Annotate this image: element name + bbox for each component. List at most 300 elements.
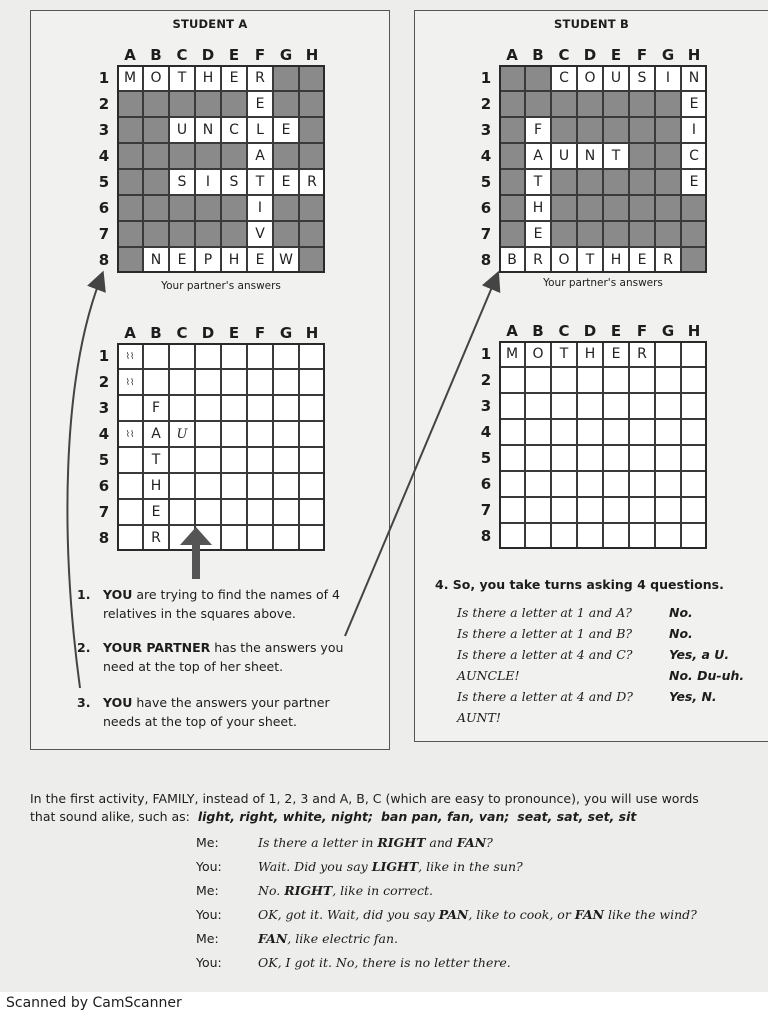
b-top-cell <box>499 169 525 195</box>
b-bottom-cell <box>681 471 707 497</box>
instruction-3: 3. YOU have the answers your partner needs at the top of your sheet. <box>77 695 330 729</box>
b-bottom-cell: E <box>603 341 629 367</box>
b-top-row-label-3: 3 <box>480 121 492 139</box>
b-top-cell <box>499 195 525 221</box>
a-bottom-cell <box>247 421 273 447</box>
a-bottom-cell <box>221 525 247 551</box>
a-bottom-cell <box>169 369 195 395</box>
a-bottom-cell <box>273 499 299 525</box>
student-b-title: STUDENT B <box>554 17 629 31</box>
b-top-cell <box>603 117 629 143</box>
b-bottom-cell <box>603 445 629 471</box>
a-top-cell: P <box>195 247 221 273</box>
a-top-cell: H <box>195 65 221 91</box>
b-bottom-cell <box>681 367 707 393</box>
scanner-footer: Scanned by CamScanner <box>0 992 768 1024</box>
b-bottom-row-label-8: 8 <box>480 527 492 545</box>
a-top-cell: M <box>117 65 143 91</box>
a-bottom-cell <box>221 499 247 525</box>
b-bottom-cell <box>655 523 681 549</box>
b-top-cell: N <box>577 143 603 169</box>
student-a-answer-caption: Your partner's answers <box>161 280 281 292</box>
b-bottom-col-label-g: G <box>661 322 675 340</box>
b-top-cell <box>655 169 681 195</box>
b-top-cell <box>681 195 707 221</box>
a-bottom-cell <box>247 525 273 551</box>
a-bottom-col-label-g: G <box>279 324 293 342</box>
qa-question: Is there a letter at 4 and D? <box>457 689 633 704</box>
b-bottom-cell <box>603 523 629 549</box>
b-top-cell <box>499 143 525 169</box>
a-bottom-row-label-8: 8 <box>98 529 110 547</box>
b-top-cell: T <box>525 169 551 195</box>
a-top-cell <box>143 143 169 169</box>
b-bottom-cell <box>577 393 603 419</box>
b-top-row-label-1: 1 <box>480 69 492 87</box>
a-bottom-cell <box>299 447 325 473</box>
a-top-cell: E <box>247 247 273 273</box>
a-bottom-cell <box>221 473 247 499</box>
a-top-row-label-4: 4 <box>98 147 110 165</box>
dialogue-line: Wait. Did you say LIGHT, like in the sun? <box>258 859 523 874</box>
a-top-cell <box>273 91 299 117</box>
b-top-cell <box>551 221 577 247</box>
qa-answer: Yes, N. <box>669 689 717 704</box>
a-top-cell: I <box>247 195 273 221</box>
a-bottom-cell <box>117 473 143 499</box>
a-bottom-col-label-a: A <box>124 324 136 342</box>
b-bottom-cell <box>629 419 655 445</box>
a-top-cell <box>117 169 143 195</box>
dialogue-line: FAN, like electric fan. <box>258 931 399 946</box>
b-bottom-cell <box>629 471 655 497</box>
b-top-cell: B <box>499 247 525 273</box>
a-top-cell: R <box>299 169 325 195</box>
a-top-cell <box>117 143 143 169</box>
a-bottom-cell <box>273 525 299 551</box>
a-bottom-cell <box>195 395 221 421</box>
a-top-cell <box>143 169 169 195</box>
a-top-cell: U <box>169 117 195 143</box>
b-top-cell <box>551 169 577 195</box>
b-bottom-col-label-f: F <box>636 322 648 340</box>
b-bottom-row-label-4: 4 <box>480 423 492 441</box>
a-top-col-label-f: F <box>254 46 266 64</box>
b-top-cell <box>577 221 603 247</box>
b-top-cell <box>499 91 525 117</box>
a-top-cell: O <box>143 65 169 91</box>
a-bottom-cell <box>299 343 325 369</box>
a-bottom-cell <box>221 343 247 369</box>
b-top-cell: O <box>551 247 577 273</box>
a-top-cell: N <box>143 247 169 273</box>
b-bottom-cell <box>681 341 707 367</box>
b-bottom-cell <box>681 445 707 471</box>
student-b-panel <box>414 10 768 742</box>
a-top-cell <box>273 65 299 91</box>
a-top-col-label-d: D <box>201 46 215 64</box>
a-top-cell: V <box>247 221 273 247</box>
a-top-cell <box>221 143 247 169</box>
instruction-2: 2. YOUR PARTNER has the answers you need at the top of her sheet. <box>77 640 344 674</box>
a-bottom-cell <box>299 525 325 551</box>
b-bottom-col-label-a: A <box>506 322 518 340</box>
a-top-cell: I <box>195 169 221 195</box>
a-top-cell: E <box>247 91 273 117</box>
a-top-cell <box>143 91 169 117</box>
b-top-cell: I <box>655 65 681 91</box>
b-bottom-cell <box>577 445 603 471</box>
b-top-cell: H <box>603 247 629 273</box>
a-bottom-cell <box>273 369 299 395</box>
b-bottom-cell <box>525 393 551 419</box>
b-bottom-cell <box>499 367 525 393</box>
a-top-cell <box>299 117 325 143</box>
a-bottom-col-label-f: F <box>254 324 266 342</box>
b-bottom-cell <box>603 471 629 497</box>
a-bottom-cell <box>221 447 247 473</box>
b-bottom-cell <box>629 445 655 471</box>
a-top-cell: E <box>273 169 299 195</box>
dialogue-line: Is there a letter in RIGHT and FAN? <box>258 835 493 850</box>
b-top-col-label-f: F <box>636 46 648 64</box>
a-top-cell <box>221 91 247 117</box>
b-bottom-cell <box>551 445 577 471</box>
a-bottom-cell <box>169 395 195 421</box>
b-bottom-cell <box>499 445 525 471</box>
a-top-cell: T <box>247 169 273 195</box>
step-4-text: 4. So, you take turns asking 4 questions. <box>435 577 724 592</box>
a-bottom-cell <box>195 343 221 369</box>
a-top-cell <box>299 65 325 91</box>
b-top-cell <box>525 65 551 91</box>
a-bottom-cell <box>195 499 221 525</box>
b-bottom-cell <box>681 393 707 419</box>
b-top-cell: O <box>577 65 603 91</box>
b-bottom-cell <box>629 367 655 393</box>
dialogue-row <box>196 835 493 850</box>
b-bottom-cell <box>681 497 707 523</box>
a-bottom-cell <box>195 447 221 473</box>
a-top-cell: C <box>221 117 247 143</box>
arrow-up-icon <box>180 527 212 545</box>
b-top-cell <box>551 195 577 221</box>
b-bottom-cell <box>603 393 629 419</box>
bottom-paragraph: In the first activity, FAMILY, instead of 1, 2, 3 and A, B, C (which are easy to pronounce), you will use words that sound alike, such as: light, right, white, night; ban pan, fan, van; seat, sat, set, sit <box>30 791 699 824</box>
a-top-cell <box>169 143 195 169</box>
a-bottom-cell <box>195 473 221 499</box>
a-top-cell <box>195 195 221 221</box>
a-bottom-cell <box>221 369 247 395</box>
a-bottom-cell <box>299 395 325 421</box>
b-top-cell <box>603 169 629 195</box>
a-bottom-row-label-6: 6 <box>98 477 110 495</box>
a-bottom-cell <box>221 395 247 421</box>
a-bottom-cell <box>221 421 247 447</box>
a-top-cell <box>195 221 221 247</box>
a-top-cell: E <box>221 65 247 91</box>
b-bottom-cell <box>577 367 603 393</box>
b-top-col-label-g: G <box>661 46 675 64</box>
b-top-cell <box>655 117 681 143</box>
qa-question: Is there a letter at 1 and A? <box>457 605 632 620</box>
a-top-cell: E <box>273 117 299 143</box>
b-top-cell <box>603 221 629 247</box>
dialogue-row <box>196 907 697 922</box>
b-top-cell <box>577 91 603 117</box>
b-top-cell <box>629 117 655 143</box>
b-top-cell: H <box>525 195 551 221</box>
b-top-cell: R <box>525 247 551 273</box>
b-top-cell: U <box>603 65 629 91</box>
b-top-col-label-e: E <box>610 46 622 64</box>
a-bottom-col-label-b: B <box>150 324 162 342</box>
a-top-cell: T <box>169 65 195 91</box>
a-bottom-cell <box>273 447 299 473</box>
b-top-row-label-4: 4 <box>480 147 492 165</box>
dialogue-line: OK, I got it. No, there is no letter there. <box>258 955 511 970</box>
b-top-cell: A <box>525 143 551 169</box>
b-bottom-cell <box>603 497 629 523</box>
b-bottom-cell <box>551 393 577 419</box>
b-top-cell <box>629 91 655 117</box>
a-bottom-cell: H <box>143 473 169 499</box>
b-bottom-col-label-c: C <box>558 322 570 340</box>
instruction-1: 1. YOU are trying to find the names of 4 relatives in the squares above. <box>77 587 340 621</box>
b-bottom-cell: O <box>525 341 551 367</box>
b-top-cell <box>551 91 577 117</box>
a-top-cell <box>299 247 325 273</box>
b-bottom-cell <box>525 523 551 549</box>
b-bottom-row-label-5: 5 <box>480 449 492 467</box>
a-bottom-cell <box>273 473 299 499</box>
a-top-col-label-e: E <box>228 46 240 64</box>
b-top-cell <box>577 195 603 221</box>
a-bottom-cell <box>299 369 325 395</box>
a-top-cell <box>169 195 195 221</box>
a-bottom-cell <box>143 369 169 395</box>
a-top-cell: R <box>247 65 273 91</box>
b-top-cell <box>681 247 707 273</box>
a-top-cell <box>169 91 195 117</box>
a-bottom-col-label-e: E <box>228 324 240 342</box>
b-bottom-cell <box>655 367 681 393</box>
b-bottom-cell <box>655 419 681 445</box>
a-bottom-cell <box>247 395 273 421</box>
a-bottom-cell <box>169 343 195 369</box>
dialogue-speaker: You: <box>196 955 222 970</box>
b-bottom-cell <box>551 419 577 445</box>
b-bottom-cell <box>629 497 655 523</box>
b-bottom-cell <box>551 367 577 393</box>
a-bottom-cell <box>195 421 221 447</box>
b-bottom-cell <box>655 445 681 471</box>
b-bottom-cell <box>655 471 681 497</box>
a-bottom-row-label-7: 7 <box>98 503 110 521</box>
a-top-cell <box>117 221 143 247</box>
a-bottom-cell <box>143 343 169 369</box>
b-bottom-col-label-b: B <box>532 322 544 340</box>
b-top-cell <box>629 195 655 221</box>
b-top-cell: F <box>525 117 551 143</box>
b-bottom-cell <box>681 523 707 549</box>
b-top-row-label-2: 2 <box>480 95 492 113</box>
a-top-cell <box>299 221 325 247</box>
b-bottom-cell <box>577 471 603 497</box>
a-top-cell: S <box>221 169 247 195</box>
a-bottom-cell <box>299 473 325 499</box>
arrow-stem <box>192 544 200 579</box>
a-bottom-cell <box>169 447 195 473</box>
a-top-row-label-8: 8 <box>98 251 110 269</box>
a-bottom-cell <box>299 421 325 447</box>
b-bottom-row-label-2: 2 <box>480 371 492 389</box>
b-top-cell: E <box>681 169 707 195</box>
dialogue-line: No. RIGHT, like in correct. <box>258 883 434 898</box>
b-bottom-cell <box>499 419 525 445</box>
a-top-cell <box>299 91 325 117</box>
b-bottom-cell <box>525 497 551 523</box>
b-bottom-row-label-1: 1 <box>480 345 492 363</box>
qa-answer: Yes, a U. <box>669 647 730 662</box>
b-bottom-cell <box>499 497 525 523</box>
b-bottom-cell <box>603 367 629 393</box>
a-bottom-scribble: ⌇⌇ <box>117 343 143 369</box>
b-top-cell <box>681 221 707 247</box>
a-top-cell: L <box>247 117 273 143</box>
a-bottom-scribble: ⌇⌇ <box>117 369 143 395</box>
b-top-cell: E <box>629 247 655 273</box>
a-top-cell <box>221 195 247 221</box>
b-bottom-cell <box>629 393 655 419</box>
a-bottom-cell <box>117 499 143 525</box>
b-top-cell: E <box>681 91 707 117</box>
qa-answer: No. <box>669 605 693 620</box>
b-top-cell <box>629 169 655 195</box>
b-bottom-cell <box>525 419 551 445</box>
a-bottom-cell <box>117 447 143 473</box>
b-bottom-cell <box>577 523 603 549</box>
dialogue-row <box>196 883 433 898</box>
a-top-cell <box>273 221 299 247</box>
b-top-cell: N <box>681 65 707 91</box>
b-top-cell <box>655 91 681 117</box>
dialogue-speaker: Me: <box>196 883 219 898</box>
b-top-col-label-h: H <box>687 46 701 64</box>
student-a-title: STUDENT A <box>172 17 248 31</box>
a-bottom-cell <box>299 499 325 525</box>
b-bottom-cell <box>577 497 603 523</box>
b-bottom-row-label-3: 3 <box>480 397 492 415</box>
a-top-cell <box>143 221 169 247</box>
b-top-cell: T <box>603 143 629 169</box>
a-bottom-cell: R <box>143 525 169 551</box>
qa-answer: No. Du-uh. <box>669 668 745 683</box>
b-top-cell <box>629 143 655 169</box>
b-top-col-label-c: C <box>558 46 570 64</box>
b-bottom-cell: R <box>629 341 655 367</box>
b-top-cell <box>603 195 629 221</box>
a-bottom-cell <box>273 395 299 421</box>
a-bottom-row-label-3: 3 <box>98 399 110 417</box>
a-bottom-cell <box>247 499 273 525</box>
student-b-answer-caption: Your partner's answers <box>543 277 663 289</box>
b-top-row-label-8: 8 <box>480 251 492 269</box>
student-a-panel <box>30 10 390 750</box>
b-top-cell: C <box>681 143 707 169</box>
b-top-cell <box>655 143 681 169</box>
a-top-cell <box>117 195 143 221</box>
a-bottom-cell <box>195 369 221 395</box>
b-top-cell: E <box>525 221 551 247</box>
a-bottom-cell <box>247 473 273 499</box>
a-bottom-cell <box>247 447 273 473</box>
b-top-cell: S <box>629 65 655 91</box>
a-top-cell <box>299 143 325 169</box>
a-bottom-col-label-h: H <box>305 324 319 342</box>
a-top-row-label-2: 2 <box>98 95 110 113</box>
a-bottom-col-label-c: C <box>176 324 188 342</box>
a-bottom-cell <box>117 525 143 551</box>
a-bottom-cell <box>273 421 299 447</box>
b-top-cell: U <box>551 143 577 169</box>
a-top-row-label-7: 7 <box>98 225 110 243</box>
a-bottom-row-label-5: 5 <box>98 451 110 469</box>
dialogue-row <box>196 931 398 946</box>
a-bottom-cell <box>273 343 299 369</box>
b-top-col-label-b: B <box>532 46 544 64</box>
b-top-cell <box>577 169 603 195</box>
dialogue-line: OK, got it. Wait, did you say PAN, like to cook, or FAN like the wind? <box>258 907 697 922</box>
qa-answer: No. <box>669 626 693 641</box>
b-top-cell <box>499 117 525 143</box>
a-bottom-cell <box>247 343 273 369</box>
a-top-cell <box>117 91 143 117</box>
b-bottom-col-label-h: H <box>687 322 701 340</box>
a-bottom-cell <box>247 369 273 395</box>
a-top-cell <box>299 195 325 221</box>
a-top-row-label-3: 3 <box>98 121 110 139</box>
b-top-row-label-6: 6 <box>480 199 492 217</box>
b-bottom-row-label-7: 7 <box>480 501 492 519</box>
b-top-row-label-5: 5 <box>480 173 492 191</box>
a-top-row-label-6: 6 <box>98 199 110 217</box>
b-top-cell: I <box>681 117 707 143</box>
b-bottom-cell <box>525 445 551 471</box>
b-top-cell <box>499 65 525 91</box>
a-bottom-col-label-d: D <box>201 324 215 342</box>
a-top-cell: W <box>273 247 299 273</box>
b-top-cell <box>551 117 577 143</box>
qa-question: Is there a letter at 1 and B? <box>457 626 633 641</box>
b-bottom-cell <box>655 497 681 523</box>
a-top-cell <box>169 221 195 247</box>
b-bottom-cell <box>499 523 525 549</box>
dialogue-speaker: Me: <box>196 835 219 850</box>
b-top-col-label-d: D <box>583 46 597 64</box>
a-bottom-cell <box>169 499 195 525</box>
a-top-cell <box>143 195 169 221</box>
b-top-cell <box>655 195 681 221</box>
b-bottom-cell <box>681 419 707 445</box>
a-top-col-label-c: C <box>176 46 188 64</box>
b-top-cell: R <box>655 247 681 273</box>
a-top-cell <box>195 143 221 169</box>
dialogue-row <box>196 859 523 874</box>
a-top-cell <box>273 195 299 221</box>
a-top-cell: A <box>247 143 273 169</box>
b-top-cell <box>603 91 629 117</box>
